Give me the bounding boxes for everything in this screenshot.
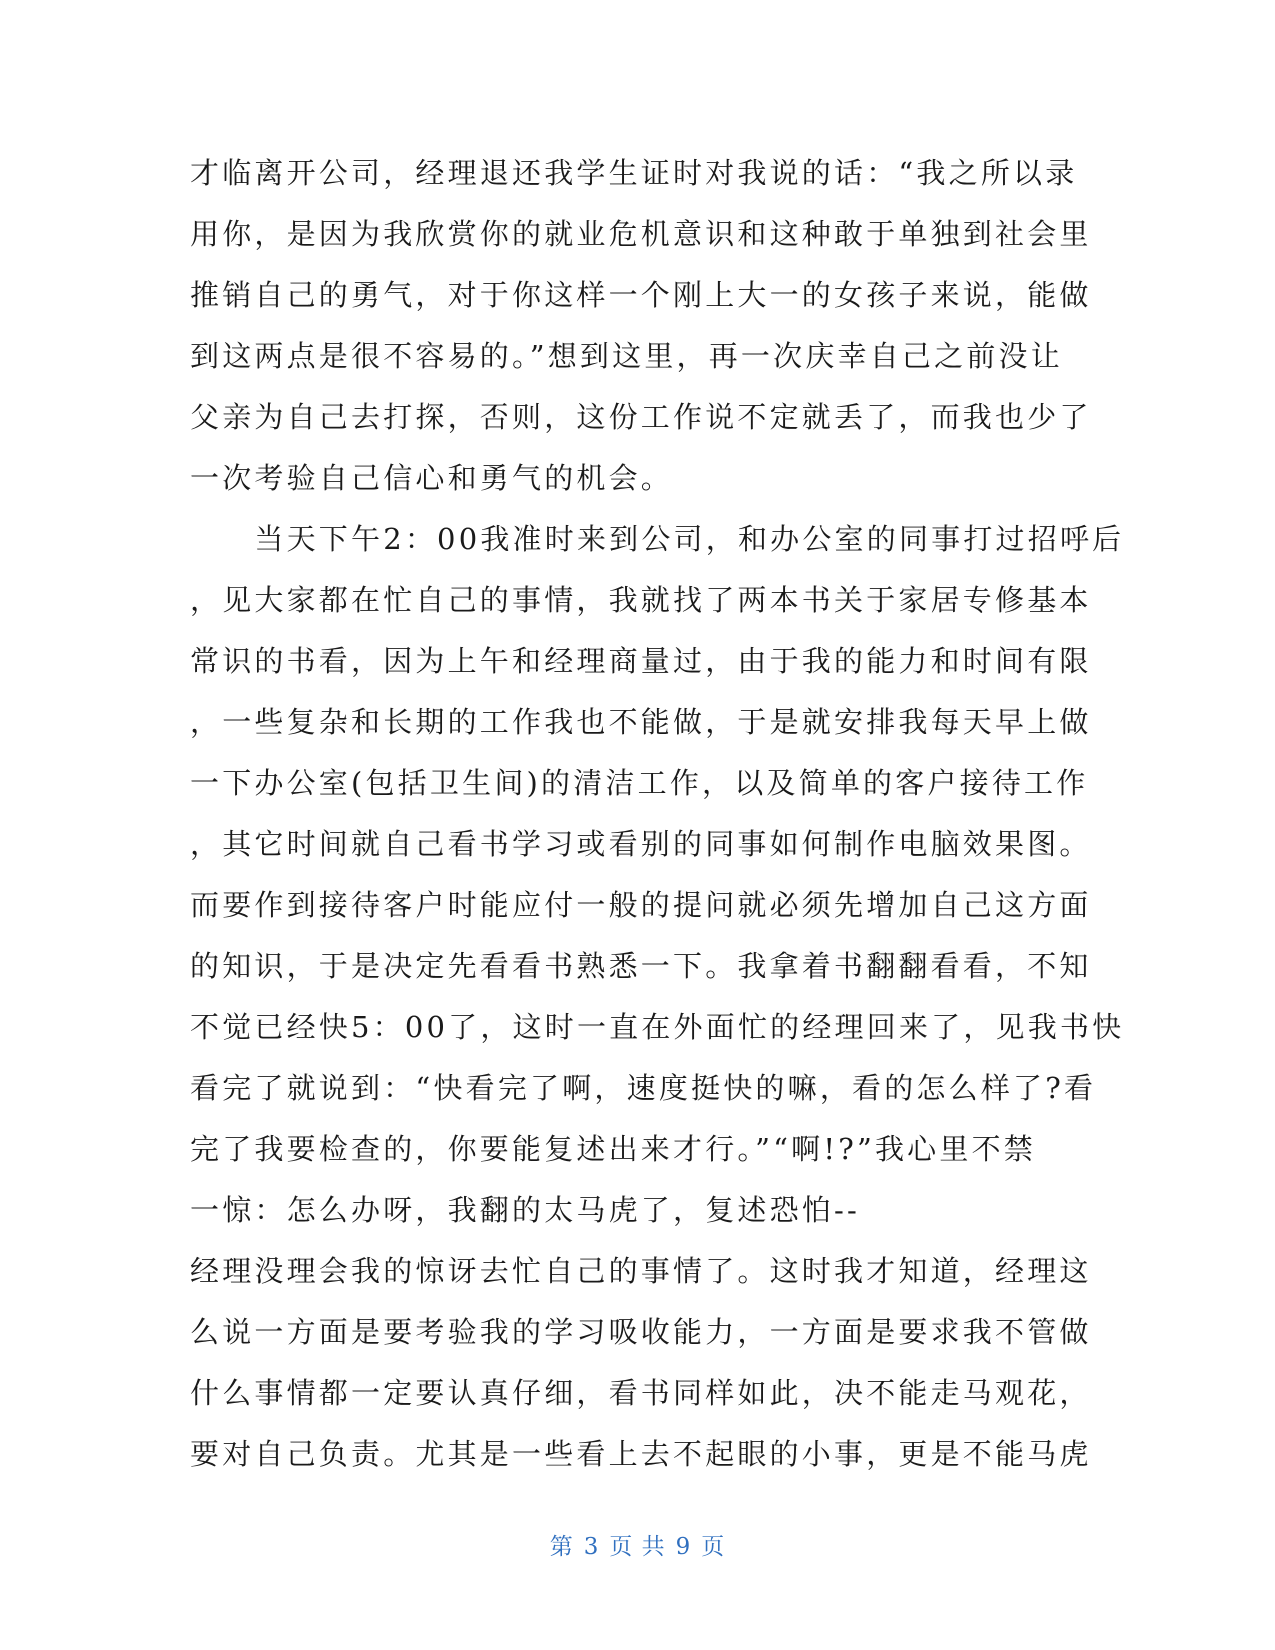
text-line: 什么事情都一定要认真仔细，看书同样如此，决不能走马观花， (190, 1376, 1092, 1410)
text-line: 一次考验自己信心和勇气的机会。 (190, 461, 674, 495)
text-line: 看完了就说到：“快看完了啊，速度挺快的嘛，看的怎么样了?看 (190, 1071, 1097, 1105)
text-line: 推销自己的勇气，对于你这样一个刚上大一的女孩子来说，能做 (190, 278, 1092, 312)
text-line: 父亲为自己去打探，否则，这份工作说不定就丢了，而我也少了 (190, 400, 1092, 434)
text-line: ，见大家都在忙自己的事情，我就找了两本书关于家居专修基本 (190, 583, 1092, 617)
footer-middle: 页 共 (609, 1534, 666, 1560)
text-line: 到这两点是很不容易的。”想到这里，再一次庆幸自己之前没让 (190, 339, 1063, 373)
text-line: 才临离开公司，经理退还我学生证时对我说的话：“我之所以录 (190, 156, 1078, 190)
footer-prefix: 第 (549, 1534, 574, 1560)
text-line: 常识的书看，因为上午和经理商量过，由于我的能力和时间有限 (190, 644, 1092, 678)
footer-suffix: 页 (701, 1534, 726, 1560)
text-line: 么说一方面是要考验我的学习吸收能力，一方面是要求我不管做 (190, 1315, 1092, 1349)
total-pages-number: 9 (675, 1534, 692, 1560)
text-line: ，其它时间就自己看书学习或看别的同事如何制作电脑效果图。 (190, 827, 1092, 861)
body-text (190, 143, 1125, 1485)
text-line: 经理没理会我的惊讶去忙自己的事情了。这时我才知道，经理这 (190, 1254, 1092, 1288)
text-line: ，一些复杂和长期的工作我也不能做，于是就安排我每天早上做 (190, 705, 1092, 739)
text-line: 完了我要检查的，你要能复述出来才行。”“啊!?”我心里不禁 (190, 1132, 1036, 1166)
text-line: 而要作到接待客户时能应付一般的提问就必须先增加自己这方面 (190, 888, 1092, 922)
text-line: 一下办公室(包括卫生间)的清洁工作，以及简单的客户接待工作 (190, 766, 1089, 800)
text-line: 要对自己负责。尤其是一些看上去不起眼的小事，更是不能马虎 (190, 1437, 1092, 1471)
text-line: 一惊：怎么办呀，我翻的太马虎了，复述恐怕-- (190, 1193, 860, 1227)
current-page-number: 3 (583, 1534, 600, 1560)
text-line: 的知识，于是决定先看看书熟悉一下。我拿着书翻翻看看，不知 (190, 949, 1092, 983)
page-footer (0, 1528, 1275, 1561)
text-line: 用你，是因为我欣赏你的就业危机意识和这种敢于单独到社会里 (190, 217, 1092, 251)
text-line: 当天下午2：00我准时来到公司，和办公室的同事打过招呼后 (190, 522, 1125, 556)
text-line: 不觉已经快5：00了，这时一直在外面忙的经理回来了，见我书快 (190, 1010, 1125, 1044)
